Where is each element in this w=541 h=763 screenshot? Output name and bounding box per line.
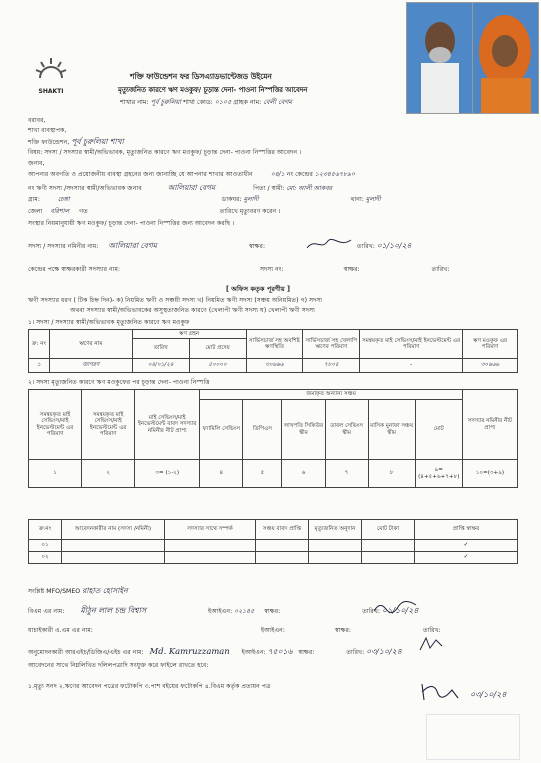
man-portrait-icon <box>407 3 473 113</box>
th-total: মোট <box>415 400 462 460</box>
member-id-value: ১২৩৪৫৬৭৮৯০ <box>314 171 356 178</box>
woman-portrait-icon <box>473 3 538 113</box>
attach-title: আবেদনের সাথে নিম্নলিখিত দলিলপত্রাদি সংযুক্ত করে ফাইলে রাখতে হবে: <box>28 662 209 669</box>
loan-waiver-table <box>28 329 518 373</box>
th-date: তারিখ <box>132 339 189 359</box>
branch-name-value: পূর্ব চুরুলিয়া <box>150 98 182 106</box>
cell: ৫ <box>243 460 282 488</box>
th-family: ফ্যামিলি সেভিংস <box>200 400 243 460</box>
village-value: চেঙ্গা <box>57 196 70 203</box>
cell: - <box>360 359 463 373</box>
branch-line: শাখার নাম: পূর্ব চুরুলিয়া শাখা কোড: ০১০৫ গ্রাহক নাম: বেলী বেগম <box>120 98 292 106</box>
district-value: বরিশাল <box>50 208 70 215</box>
sun-logo-icon <box>34 56 68 84</box>
cell: ৩০৬৬৬ <box>246 359 303 373</box>
th-sign: প্রাপ্তি স্বাক্ষর <box>415 520 518 540</box>
cell: ৩০৬৬৬ <box>463 359 518 373</box>
approver-id-value: ৭৫০১৬ <box>267 647 293 656</box>
letter-p3: গ্রাম: চেঙ্গা ডাকঘর: মুলাদী থানা: মুলাদী <box>28 196 381 203</box>
cell: ৮ <box>368 460 415 488</box>
cell: ৯=(৪+৫+৬+৭+৮) <box>415 460 462 488</box>
table-row <box>29 540 518 552</box>
bm-signature <box>372 599 418 615</box>
letter-l1: শাখা ব্যবস্থাপক, <box>28 127 67 134</box>
th-total: মোট টাকা <box>362 520 415 540</box>
cell: ১ <box>29 460 82 488</box>
th-svc-due: সার্ভিসচার্জ সহ অবশিষ্ট ঋণস্থিতি <box>246 330 303 359</box>
th-relation: সদস্যার সাথে সম্পর্ক <box>165 520 256 540</box>
letter-p2: নং ঋণী সদস্য /সদস্যার স্বামী/অভিভাবক জনাব আলিয়ারা বেগম পিতা / স্বামী: মো: আলী আকবর <box>28 183 333 192</box>
cell: ৪ <box>200 460 243 488</box>
cell: ৭ <box>325 460 368 488</box>
cell: জাগরণ <box>49 359 132 373</box>
section-1-title: ১। সদস্য / সদস্যার স্বামী/অভিভাবক মৃত্যুজনিত কারণে ঋণ মওকুফ <box>28 319 190 326</box>
table-row <box>29 359 518 373</box>
logo-text: SHAKTI <box>38 88 64 95</box>
member-photo <box>406 2 474 114</box>
cell: ৩= (১-২) <box>135 460 200 488</box>
approver-name-value: Md. Kamruzzaman <box>149 646 230 656</box>
th-monthly: মাসিক মুনাফা সঞ্চয় স্কীম <box>368 400 415 460</box>
letter-greet: জনাব, <box>28 160 45 167</box>
th-dead: মৃত্যুজনিত অনুদান <box>309 520 362 540</box>
th-save: সঞ্চয় বাবদ প্রাপ্তি <box>256 520 309 540</box>
letter-p1: আপনার অবগতি ও প্রয়োজনীয় ব্যবস্থা গ্রহনের জন্য জানাচ্ছি যে আপনার শাখার আওতাধীন ০৪/১ নং কেন্দ্রের ১২৩৪৫৬৭৮৯০ <box>28 171 356 178</box>
mfo-line: সংশ্লিষ্ট MFO/SMEO রাহাত হোসাইন <box>28 586 128 595</box>
cell: ৬ <box>282 460 325 488</box>
th-loan-name: ঋণের নাম <box>49 330 132 359</box>
th-fixed: লাখপতি সিকিউর স্কীম <box>282 400 325 460</box>
nominee-name-value: আলিয়ারা বেগম <box>108 241 158 250</box>
approver-date-value: ০৩/১০/২৪ <box>366 647 402 656</box>
table-row <box>29 460 518 488</box>
th-loan: ঋণ গ্রহন <box>132 330 246 339</box>
cell: ০২ <box>29 552 62 564</box>
org-title: শক্তি ফাউন্ডেশন ফর ডিসএ্যাডভান্টেজড উইমেন <box>130 72 272 81</box>
nominee-sign-line: সদস্য / সদস্যার নমিনীর নাম: আলিয়ারা বেগম স্বাক্ষর: তারিখ: ০১/১০/২৪ <box>28 241 412 250</box>
mfo-value: রাহাত হোসাইন <box>82 586 128 595</box>
th-sl: ক্র:নং <box>29 520 62 540</box>
bm-date-value: ০১/১০/২৪ <box>381 606 419 615</box>
th-svc-def: সার্ভিসচার্জ সহ খেলাপি ঋণের পরিমাণ <box>303 330 360 359</box>
th-waiver: ঋণ মওকুফ এর পরিমাণ <box>463 330 518 359</box>
form-subtitle: মৃত্যুজনিত কারণে ঋণ মওকুফ/ চূড়ান্ত দেনা- পাওনা নিস্পত্তির আবেদন <box>118 86 308 94</box>
final-signature <box>418 678 470 704</box>
nominee-photo <box>472 2 539 114</box>
letter-p5: সংস্থার নিয়মানুযায়ী ঋণ মওকুফ/ চূড়ান্ত দেনা- পাওনা নিস্পত্তির জন্য আবেদন করছি । <box>28 220 235 227</box>
bm-line: বিএম এর নাম: মীঠুন লাল চন্দ্র বিশ্বাস ইআইএন: ০২১৪৫ স্বাক্ষর: তারিখ: ০১/১০/২৪ <box>28 606 419 615</box>
th-adjusted: সমন্বয়কৃত মাই সেভিংস/মাই ইনভেস্টমেন্ট এর পরিমাণ <box>360 330 463 359</box>
th-double: ডাবল সেভিংস স্কীম <box>325 400 368 460</box>
deceased-name-value: আলিয়ারা বেগম <box>167 183 216 192</box>
bm-name-value: মীঠুন লাল চন্দ্র বিশ্বাস <box>80 606 147 615</box>
center-no-value: ০৪/১ <box>270 171 285 178</box>
th-deposits: জমাকৃত অন্যান্য সঞ্চয় <box>200 390 463 400</box>
cell: ১ <box>29 359 50 373</box>
letter-p4: জেলা বরিশাল গত তারিখে মৃত্যুবরণ করেন । <box>28 208 281 215</box>
attach-list: ১.মৃত্যু সনদ ২.ঋণের আবেদন পত্রের ফটোকপি ৩.পাশ বইয়ের ফটোকপি ৪.বিএম কর্তৃক প্রত্যয়ন পত্র <box>28 683 271 690</box>
bm-id-value: ০২১৪৫ <box>234 608 255 615</box>
letter-l2: শক্তি ফাউন্ডেশন, পূর্ব চুরুলিয়া শাখা <box>28 137 124 146</box>
cell: ২ <box>82 460 135 488</box>
letter-branch-value: পূর্ব চুরুলিয়া শাখা <box>71 137 124 146</box>
approver-line: অনুমোদনকারী আরএইচ/ডিজিএ/এইচ এর নাম: Md. Kamruzzaman ইআইএন: ৭৫০১৬ স্বাক্ষর: তারিখ: ০৩/১০/২৪ <box>28 646 402 656</box>
applicant-table <box>28 519 518 564</box>
check-icon: ✓ <box>415 540 518 552</box>
settlement-table <box>28 389 518 488</box>
office-question: ঋণী সদস্যার ধরণ ( টিক চিহ্ন দিন)- ক) নিয়মিত ঋণী ও সঞ্চয়ী সদস্য খ) নিয়মিত ঋণী সদস্য (সঞ্চয় অনিয়মিত) গ) সদস্য <box>28 297 323 304</box>
th-amount: মোট প্রদেয় <box>189 339 246 359</box>
cell: ১০=(৩+৯) <box>462 460 517 488</box>
th-dps: ডিপিএস <box>243 400 282 460</box>
office-question-2: অথবা সদস্যার স্বামী/অভিভাবকের অসুস্থতাজনিত কারণে (খেলাপী ঋণী সদস্য ঘ) খেলাপী ঋণী সদস্য <box>70 307 315 314</box>
father-name-value: মো: আলী আকবর <box>286 185 333 192</box>
checker-line: যাচাইকারী এ.এম এর নাম: ইআইএন: স্বাক্ষর: তারিখ: <box>28 627 441 634</box>
office-title: [ অফিস কতৃক পূরণীয় ] <box>226 285 291 293</box>
th-sl: ক্র: নং <box>29 330 50 359</box>
final-date: ০৩/১০/২৪ <box>470 690 507 699</box>
table-row <box>29 552 518 564</box>
nominee-signature <box>305 236 355 252</box>
cell: ৫০০০০ <box>189 359 246 373</box>
letter-subject: বিষয়: সদস্য / সদস্যার স্বামী/অভিভাবক, মৃত্যুজনিত কারণে ঋণ মওকুফ/ চূড়ান্ত দেনা- পাওনা নিস্পত্তির আবেদন । <box>28 149 302 156</box>
letter-to: বরাবর, <box>28 117 46 124</box>
post-value: মুলাদী <box>243 196 259 203</box>
approver-signature <box>416 634 446 654</box>
th-adjusted-2: সমন্বয়কৃত মাই সেভিংস/মাই ইনভেস্টমেন্ট এর পরিমাণ <box>82 390 135 460</box>
th-adjusted-main: সমন্বয়কৃত মাই সেভিংস/মাই ইনভেস্টমেন্ট এর পরিমাণ <box>29 390 82 460</box>
th-rest: মাই সেভিংস/মাই ইনভেস্টমেন্ট বাবদ সদস্যার নমিনীর নীট প্রাপ্য <box>135 390 200 460</box>
center-sign-line: কেন্দ্রের পক্ষে স্বাক্ষরকারী সদস্যার নাম: সদস্য নং: স্বাক্ষর: তারিখ: <box>28 266 450 273</box>
cell: ০৪/০১/২৪ <box>132 359 189 373</box>
official-stamp <box>426 714 520 760</box>
branch-code-value: ০১০৫ <box>214 98 232 106</box>
nominee-date-value: ০১/১০/২৪ <box>376 241 412 250</box>
member-name-value: বেলী বেগম <box>263 98 292 106</box>
th-net: সদস্যার নমিনীর নীট প্রাপ্য <box>462 390 517 460</box>
shakti-logo <box>34 56 68 95</box>
th-applicant: আবেদনকারীর নাম (সদস্য /নমিনী) <box>62 520 165 540</box>
thana-value: মুলাদী <box>365 196 381 203</box>
cell: ০১ <box>29 540 62 552</box>
cell: ৭৮০৫ <box>303 359 360 373</box>
section-2-title: ২। সদস্য মৃত্যুজনিত কারণে ঋণ মওকুফের পর চূড়ান্ত দেনা- পাওনা নিস্পত্তি <box>28 379 210 386</box>
check-icon: ✓ <box>415 552 518 564</box>
